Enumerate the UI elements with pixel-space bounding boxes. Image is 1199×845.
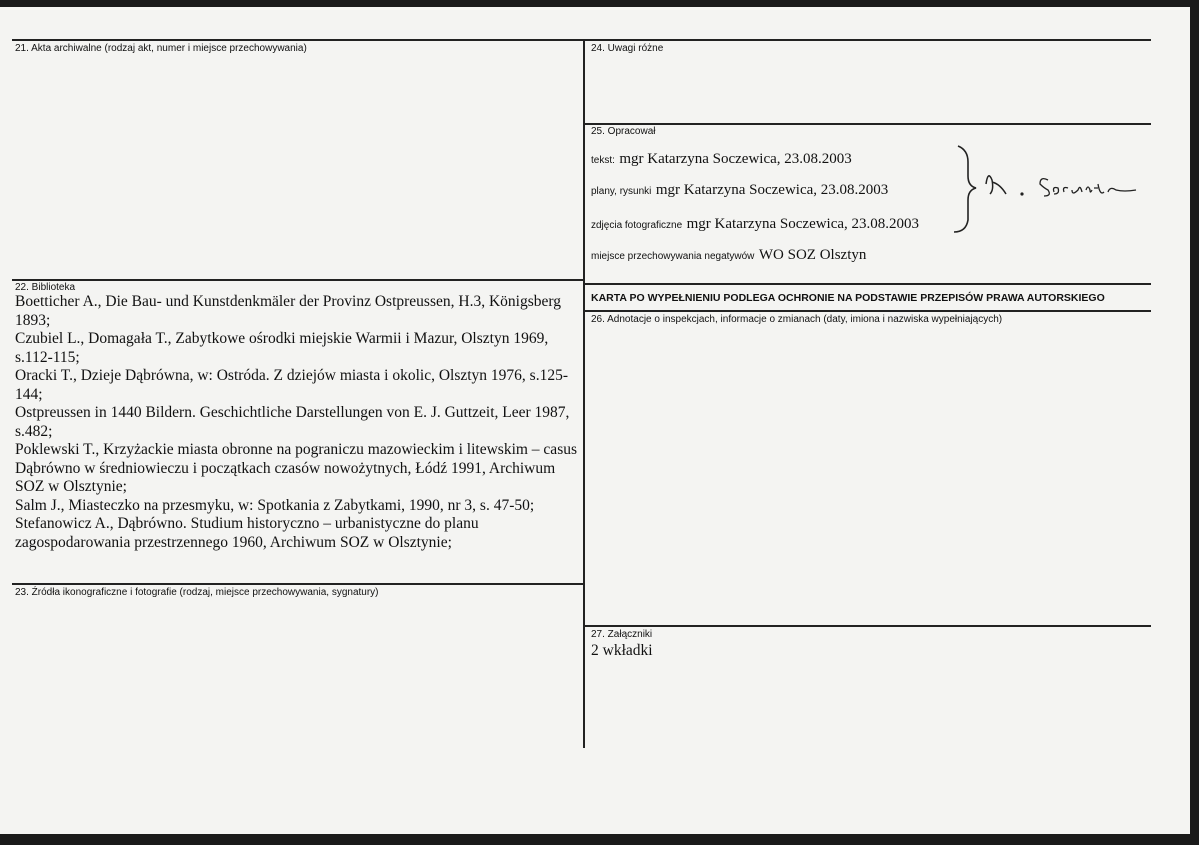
bibliography-entry: Poklewski T., Krzyżackie miasta obronne na pograniczu mazowieckim i litewskim – casus Dąbrówno w średniowieczu i początkach czasów nowożytnych, Łódź 1991, Archiwum SOZ w Olsztynie; [15,441,578,495]
bibliography-entry: Czubiel L., Domagała T., Zabytkowe ośrodki miejskie Warmii i Mazur, Olsztyn 1969, s.112-115; [15,330,549,366]
field-24-label: 24. Uwagi różne [591,43,664,54]
signature-dot [1020,192,1023,195]
row-tekst [591,150,852,168]
zdjecia-label: zdjęcia fotograficzne [591,220,683,231]
signature-name-stroke [1040,179,1136,196]
negatywy-value: WO SOZ Olsztyn [758,247,867,263]
plany-label: plany, rysunki [591,186,652,197]
bibliography-entry: Salm J., Miasteczko na przesmyku, w: Spotkania z Zabytkami, 1990, nr 3, s. 47-50; [15,496,535,514]
top-border [12,39,1151,41]
field-23-label: 23. Źródła ikonograficzne i fotografie (rodzaj, miejsce przechowywania, sygnatury) [15,587,379,598]
handwritten-signature [948,140,1158,240]
bibliography-entry: Boetticher A., Die Bau- und Kunstdenkmäler der Provinz Ostpreussen, H.3, Königsberg 1893; [15,293,561,329]
divider-25-notice [584,283,1151,285]
divider-notice-26 [584,310,1151,312]
tekst-value: mgr Katarzyna Soczewica, 23.08.2003 [619,151,852,167]
attachments-value: 2 wkładki [591,642,653,659]
brace-mark [954,146,976,232]
bibliography-entry: Stefanowicz A., Dąbrówno. Studium historyczno – urbanistyczne do planu zagospodarowania przestrzennego 1960, Archiwum SOZ w Olsztynie; [15,515,479,551]
tekst-label: tekst: [591,155,615,166]
row-negatywy [591,246,866,264]
signature-initial-stroke [986,176,1006,194]
field-21-label: 21. Akta archiwalne (rodzaj akt, numer i miejsce przechowywania) [15,43,307,54]
scan-edge-top [0,0,1199,7]
plany-value: mgr Katarzyna Soczewica, 23.08.2003 [655,182,889,198]
divider-21-22 [12,279,584,281]
divider-24-25 [584,123,1151,125]
divider-26-27 [584,625,1151,627]
field-26-label: 26. Adnotacje o inspekcjach, informacje o zmianach (daty, imiona i nazwiska wypełniających) [591,314,1003,325]
field-22-label: 22. Biblioteka [15,282,76,293]
bibliography-list [15,293,585,552]
field-27-label: 27. Załączniki [591,629,653,640]
divider-22-23 [12,583,584,585]
negatywy-label: miejsce przechowywania negatywów [591,251,755,262]
bibliography-entry: Oracki T., Dzieje Dąbrówna, w: Ostróda. Z dziejów miasta i okolic, Olsztyn 1976, s.125-144; [15,367,568,403]
row-zdjecia [591,215,919,233]
row-plany [591,181,888,199]
scan-edge-right [1190,0,1199,845]
copyright-notice: KARTA PO WYPEŁNIENIU PODLEGA OCHRONIE NA PODSTAWIE PRZEPISÓW PRAWA AUTORSKIEGO [591,292,1105,304]
scan-edge-bottom [0,834,1199,845]
field-25-label: 25. Opracował [591,126,656,137]
zdjecia-value: mgr Katarzyna Soczewica, 23.08.2003 [686,216,920,232]
bibliography-entry: Ostpreussen in 1440 Bildern. Geschichtliche Darstellungen von E. J. Guttzeit, Leer 1987, s.482; [15,404,570,440]
